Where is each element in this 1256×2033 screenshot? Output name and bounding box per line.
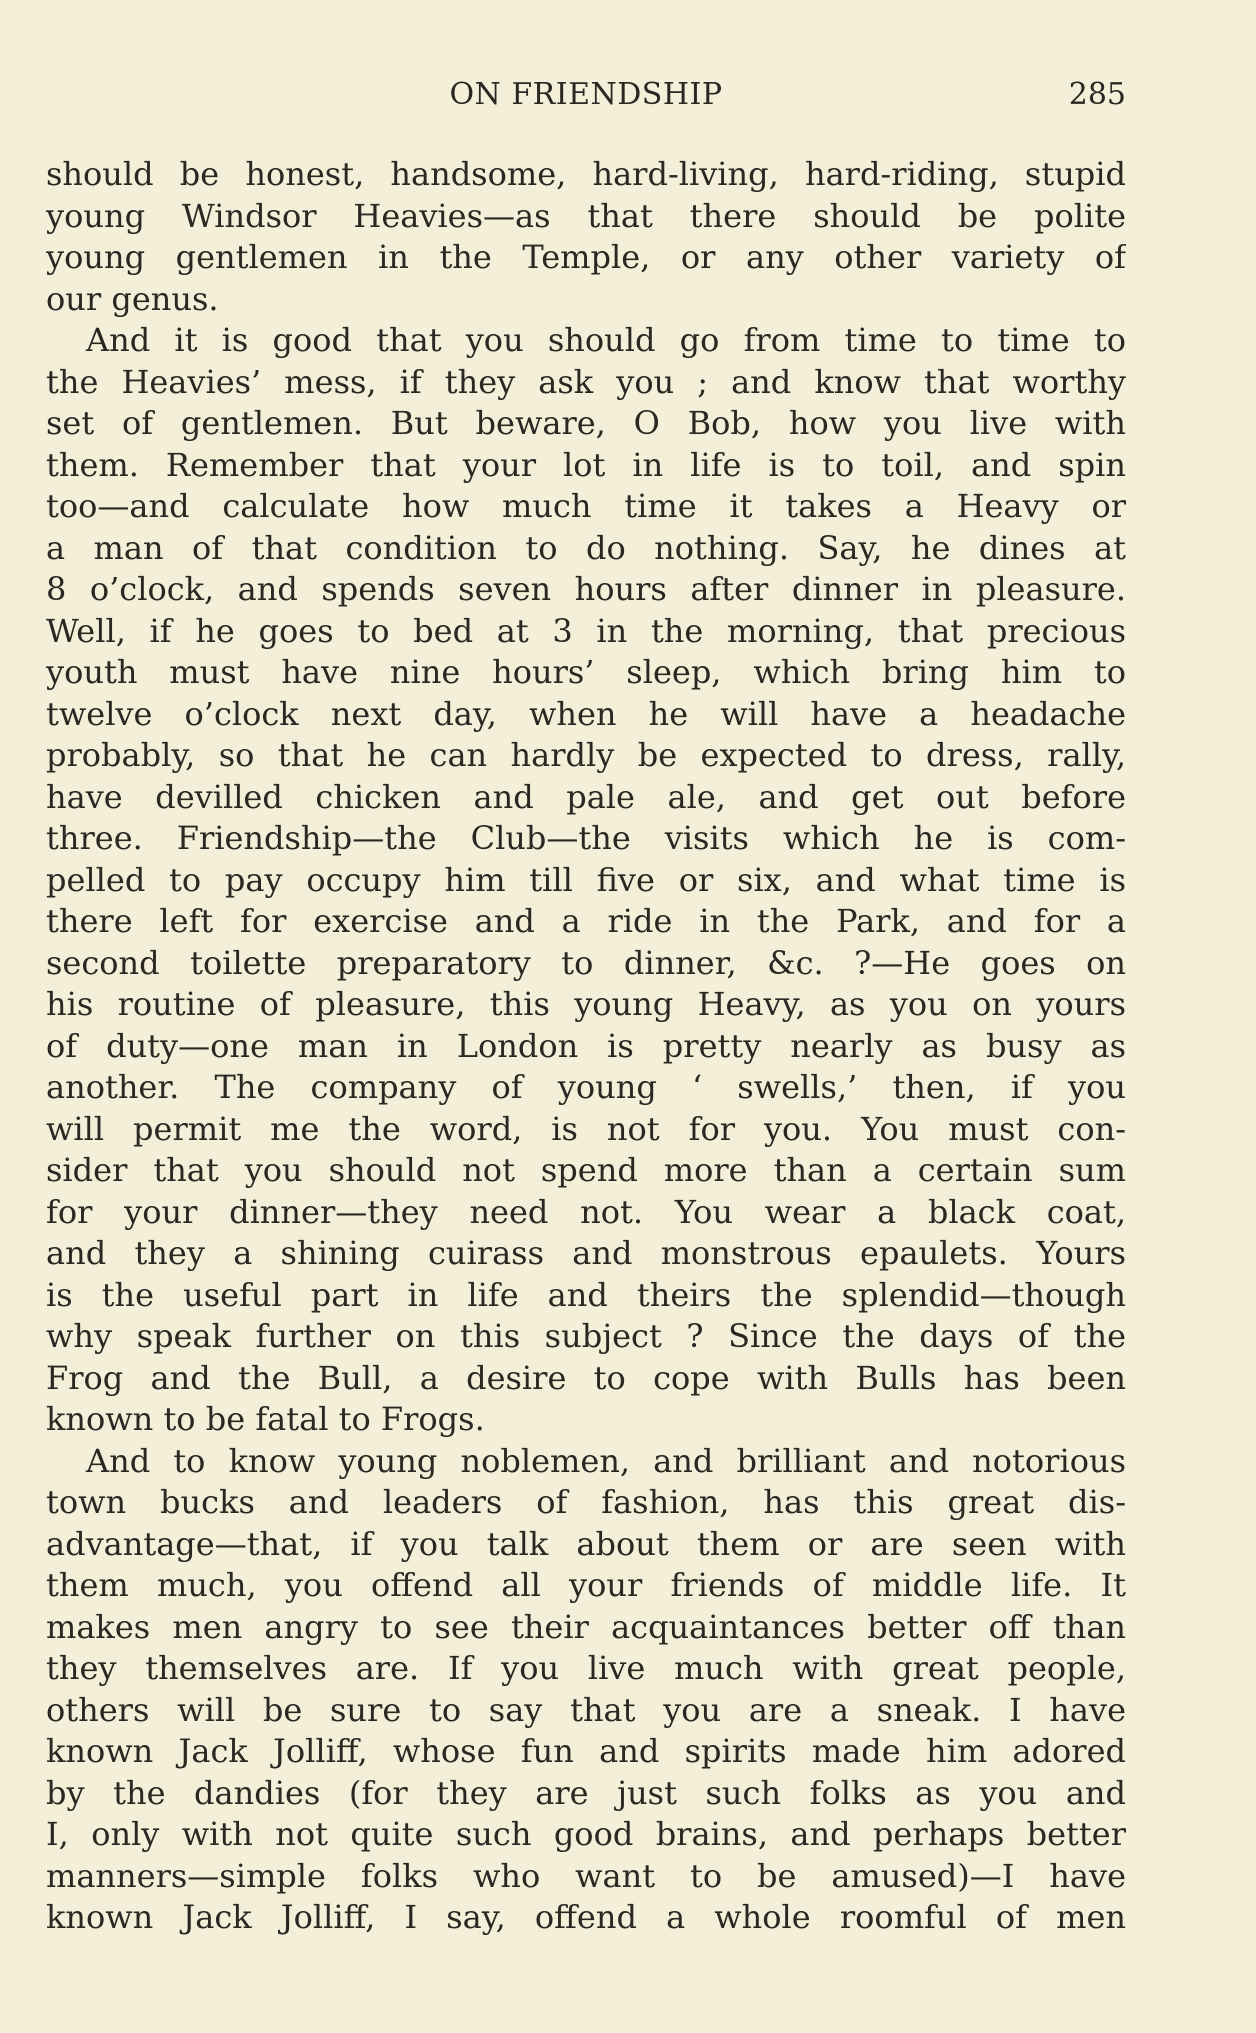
text-line: they themselves are. If you live much with great people, <box>46 1649 1126 1687</box>
text-line: young gentlemen in the Temple, or any other variety of <box>46 238 1126 276</box>
text-line: there left for exercise and a ride in the Park, and for a <box>46 902 1126 940</box>
text-line: a man of that condition to do nothing. Say, he dines at <box>46 528 1126 567</box>
text-line: manners—simple folks who want to be amused)—I have <box>46 1856 1126 1895</box>
running-head <box>46 70 1126 120</box>
text-line: known Jack Jolliff, I say, offend a whole roomful of men <box>46 1898 1126 1936</box>
text-line: his routine of pleasure, this young Heavy, as you on yours <box>46 985 1126 1023</box>
text-line: them. Remember that your lot in life is to toil, and spin <box>46 445 1126 484</box>
text-line: second toilette preparatory to dinner, &c. ?—He goes on <box>46 943 1126 982</box>
text-line: why speak further on this subject ? Since the days of the <box>46 1317 1126 1355</box>
text-line: youth must have nine hours’ sleep, which bring him to <box>46 653 1126 691</box>
text-line: have devilled chicken and pale ale, and get out before <box>46 777 1126 816</box>
text-line: should be honest, handsome, hard-living, hard-riding, stupid <box>46 155 1126 193</box>
text-line: is the useful part in life and theirs the splendid—though <box>46 1275 1126 1314</box>
text-line: another. The company of young ‘ swells,’ then, if you <box>46 1068 1126 1106</box>
text-line: others will be sure to say that you are a sneak. I have <box>46 1690 1126 1729</box>
body-text <box>46 154 1126 1939</box>
text-line: known Jack Jolliff, whose fun and spirits made him adored <box>46 1732 1126 1770</box>
text-line: I, only with not quite such good brains, and perhaps better <box>46 1815 1126 1853</box>
text-line: for your dinner—they need not. You wear a black coat, <box>46 1192 1126 1231</box>
text-line: makes men angry to see their acquaintances better off than <box>46 1607 1126 1646</box>
text-line: the Heavies’ mess, if they ask you ; and know that worthy <box>46 362 1126 401</box>
text-line: by the dandies (for they are just such folks as you and <box>46 1773 1126 1812</box>
text-line: and they a shining cuirass and monstrous epaulets. Yours <box>46 1234 1126 1272</box>
text-line: 8 o’clock, and spends seven hours after dinner in pleasure. <box>46 570 1126 608</box>
text-line: known to be fatal to Frogs. <box>46 1400 485 1438</box>
text-line: advantage—that, if you talk about them or are seen with <box>46 1524 1126 1563</box>
page-number: 285 <box>1068 77 1126 112</box>
text-line: will permit me the word, is not for you. You must con- <box>46 1109 1126 1148</box>
text-line: too—and calculate how much time it takes a Heavy or <box>46 487 1126 525</box>
text-line: young Windsor Heavies—as that there should be polite <box>46 196 1126 235</box>
text-line: probably, so that he can hardly be expected to dress, rally, <box>46 736 1126 774</box>
text-line: town bucks and leaders of fashion, has this great dis- <box>46 1483 1126 1521</box>
text-line: And to know young noblemen, and brilliant and notorious <box>86 1441 1126 1480</box>
text-line: sider that you should not spend more than a certain sum <box>46 1151 1126 1189</box>
text-line: twelve o’clock next day, when he will have a headache <box>46 694 1126 733</box>
text-line: of duty—one man in London is pretty nearly as busy as <box>46 1026 1126 1065</box>
text-line: And it is good that you should go from time to time to <box>86 321 1126 359</box>
running-title: ON FRIENDSHIP <box>449 77 723 112</box>
text-line: three. Friendship—the Club—the visits which he is com- <box>46 819 1126 857</box>
text-line: Frog and the Bull, a desire to cope with Bulls has been <box>46 1358 1126 1397</box>
text-line: Well, if he goes to bed at 3 in the morning, that precious <box>46 611 1126 650</box>
text-line: set of gentlemen. But beware, O Bob, how you live with <box>46 404 1126 442</box>
text-line: our genus. <box>46 279 219 318</box>
text-line: pelled to pay occupy him till five or six, and what time is <box>46 860 1126 899</box>
text-line: them much, you offend all your friends of middle life. It <box>46 1566 1126 1604</box>
